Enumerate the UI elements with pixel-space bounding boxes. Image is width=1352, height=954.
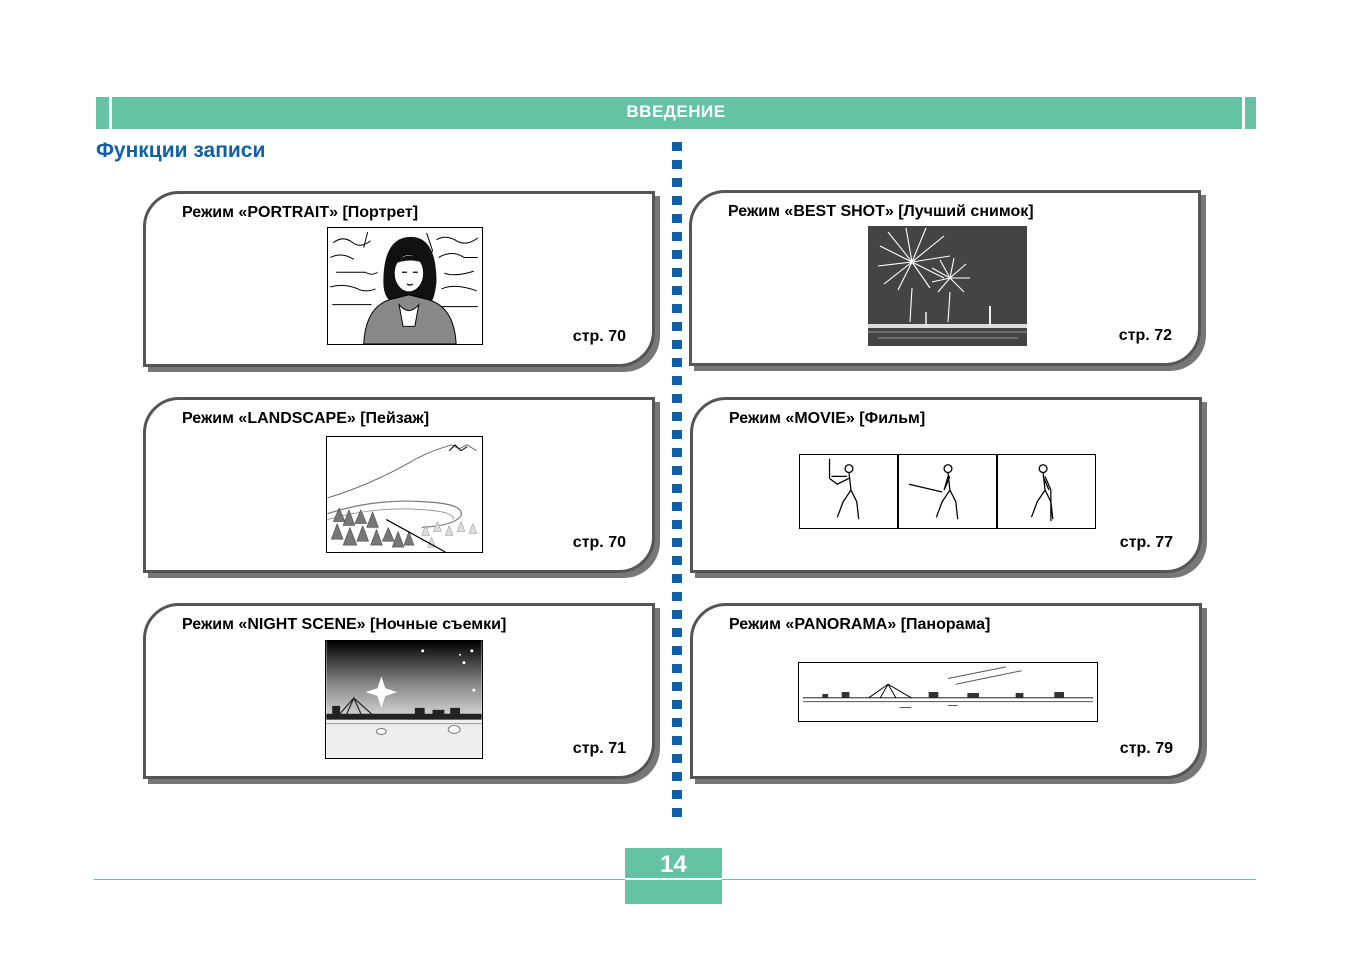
portrait-illustration [327,227,483,345]
movie-frame-2 [898,454,997,529]
mode-card-best-shot [689,190,1201,366]
fireworks-illustration [868,226,1027,346]
landscape-illustration [326,436,483,553]
mode-card-portrait [143,191,655,367]
night-scene-illustration [325,640,483,759]
mode-title: Режим «MOVIE» [Фильм] [729,410,926,427]
header-band [96,97,1256,129]
page-number-box [625,848,722,904]
page-reference: стр. 71 [572,740,626,757]
mode-title: Режим «PANORAMA» [Панорама] [729,616,991,633]
movie-frame-1 [799,454,898,529]
page-number-divider [625,878,722,880]
panorama-illustration [798,662,1098,722]
page-reference: стр. 72 [1118,327,1172,344]
mode-title: Режим «NIGHT SCENE» [Ночные съемки] [182,616,507,633]
page-reference: стр. 70 [572,328,626,345]
mode-card-movie [690,397,1202,573]
page-reference: стр. 79 [1119,740,1173,757]
mode-card-night-scene [143,603,655,779]
mode-title: Режим «LANDSCAPE» [Пейзаж] [182,410,430,427]
chapter-title: ВВЕДЕНИЕ [626,102,726,121]
movie-frame-3 [997,454,1096,529]
page-number: 14 [660,851,687,878]
mode-title: Режим «BEST SHOT» [Лучший снимок] [728,203,1034,220]
mode-title: Режим «PORTRAIT» [Портрет] [182,204,419,221]
page-reference: стр. 70 [572,534,626,551]
mode-card-panorama [690,603,1202,779]
section-title: Функции записи [96,139,266,162]
mode-card-landscape [143,397,655,573]
column-divider [672,142,682,826]
page-reference: стр. 77 [1119,534,1173,551]
